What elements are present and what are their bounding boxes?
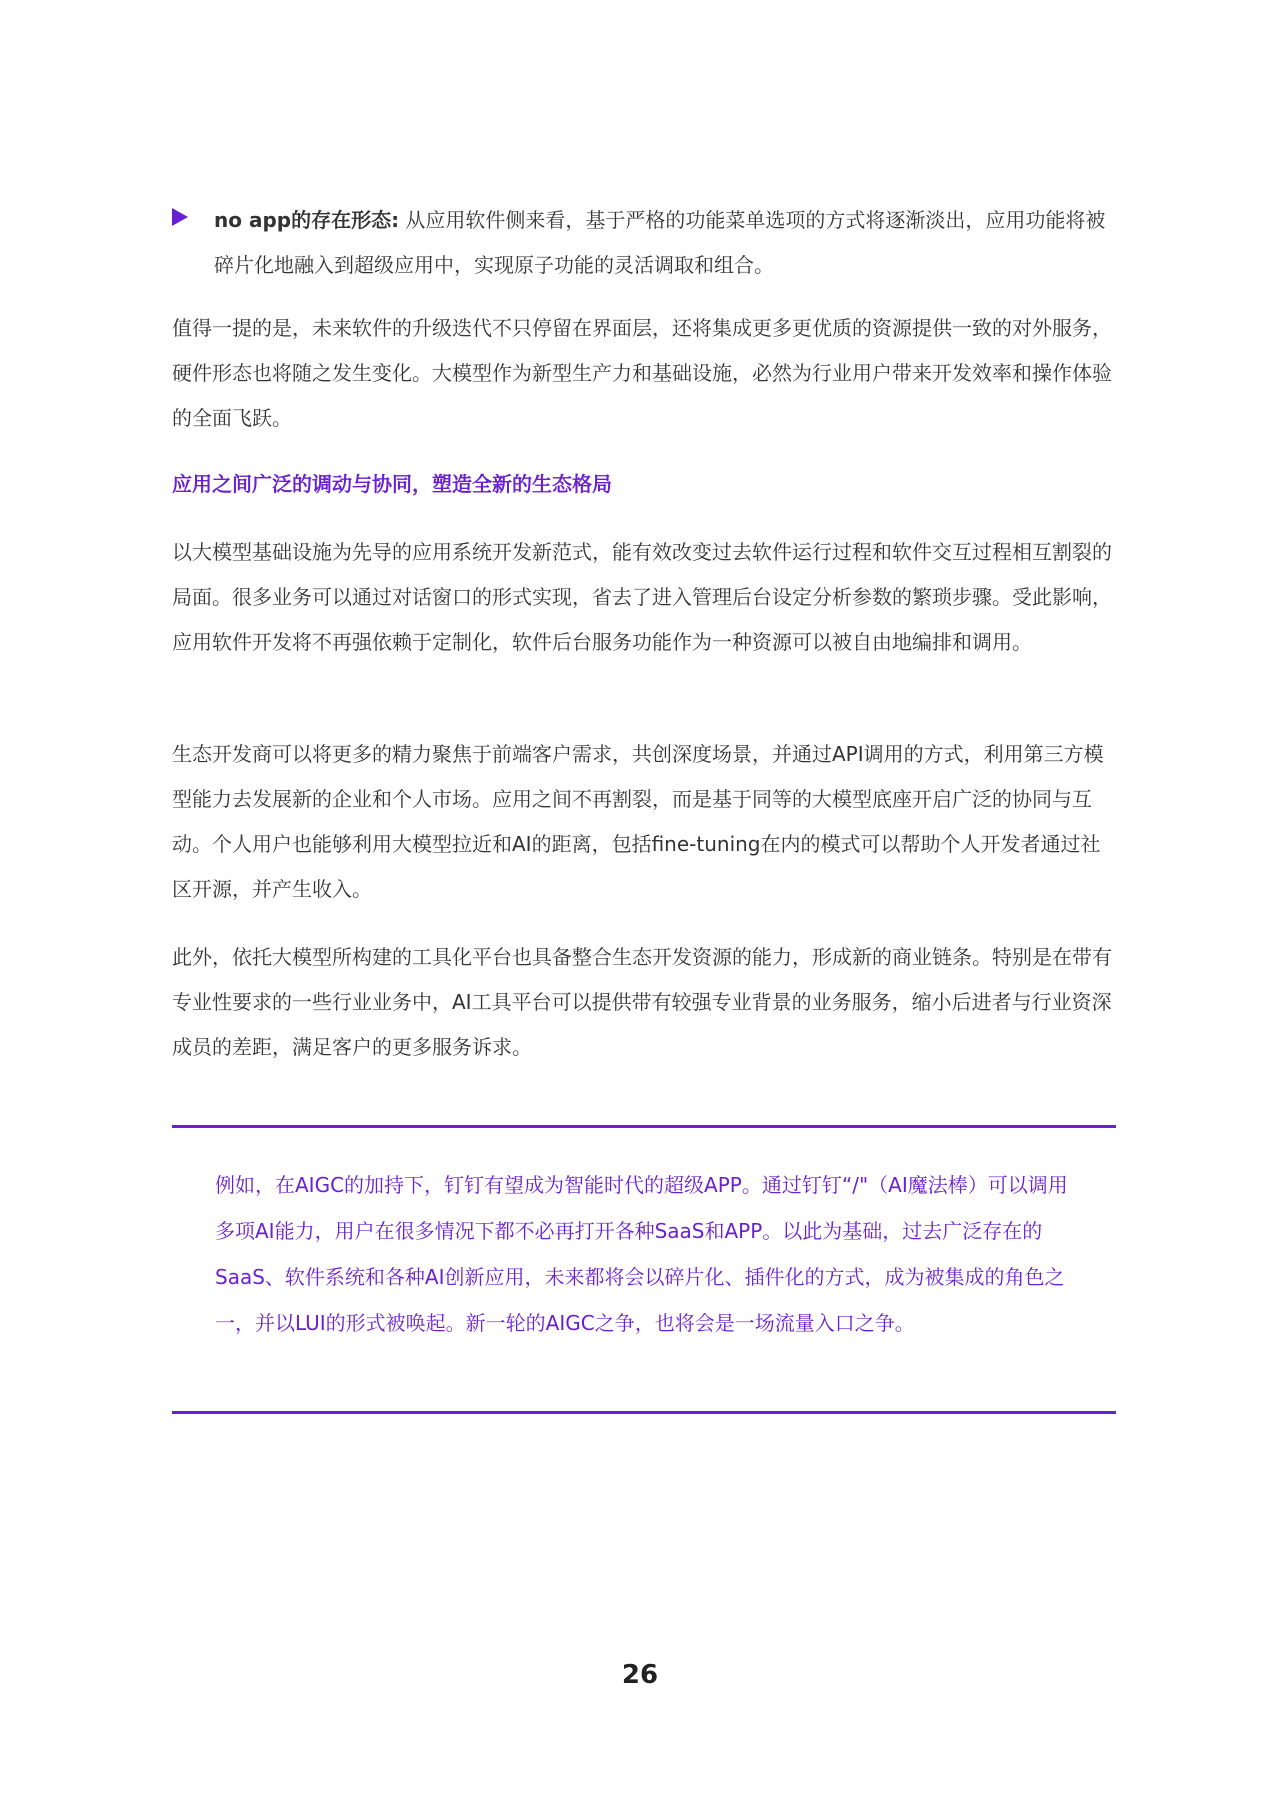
bullet-text (214, 198, 1116, 288)
triangle-bullet-icon (172, 208, 188, 226)
paragraph-4: 此外，依托大模型所构建的工具化平台也具备整合生态开发资源的能力，形成新的商业链条。特别是在带有专业性要求的一些行业业务中，AI工具平台可以提供带有较强专业背景的业务服务，缩小后进者与行业资深成员的差距，满足客户的更多服务诉求。 (172, 945, 1112, 1059)
quote-top-divider (172, 1125, 1116, 1128)
paragraph-2: 以大模型基础设施为先导的应用系统开发新范式，能有效改变过去软件运行过程和软件交互过程相互割裂的局面。很多业务可以通过对话窗口的形式实现，省去了进入管理后台设定分析参数的繁琐步骤。受此影响，应用软件开发将不再强依赖于定制化，软件后台服务功能作为一种资源可以被自由地编排和调用。 (172, 540, 1112, 654)
bullet-label: no app的存在形态: (214, 208, 400, 232)
bullet-item (172, 198, 1116, 288)
paragraph-3: 生态开发商可以将更多的精力聚焦于前端客户需求，共创深度场景，并通过API调用的方式，利用第三方模型能力去发展新的企业和个人市场。应用之间不再割裂，而是基于同等的大模型底座开启广泛的协同与互动。个人用户也能够利用大模型拉近和AI的距离，包括fine-tuning在内的模式可以帮助个人开发者通过社区开源，并产生收入。 (172, 742, 1104, 901)
bullet-body: 从应用软件侧来看，基于严格的功能菜单选项的方式将逐渐淡出，应用功能将被碎片化地融入到超级应用中，实现原子功能的灵活调取和组合。 (214, 208, 1106, 277)
callout-quote: 例如，在AIGC的加持下，钉钉有望成为智能时代的超级APP。通过钉钉“/"（AI魔法棒）可以调用多项AI能力，用户在很多情况下都不必再打开各种SaaS和APP。以此为基础，过去广泛存在的SaaS、软件系统和各种AI创新应用，未来都将会以碎片化、插件化的方式，成为被集成的角色之一，并以LUI的形式被唤起。新一轮的AIGC之争，也将会是一场流量入口之争。 (215, 1173, 1068, 1335)
section-heading: 应用之间广泛的调动与协同，塑造全新的生态格局 (172, 472, 612, 496)
page-number: 26 (621, 1660, 659, 1690)
paragraph-1: 值得一提的是，未来软件的升级迭代不只停留在界面层，还将集成更多更优质的资源提供一致的对外服务，硬件形态也将随之发生变化。大模型作为新型生产力和基础设施，必然为行业用户带来开发效率和操作体验的全面飞跃。 (172, 316, 1112, 430)
quote-bottom-divider (172, 1411, 1116, 1414)
